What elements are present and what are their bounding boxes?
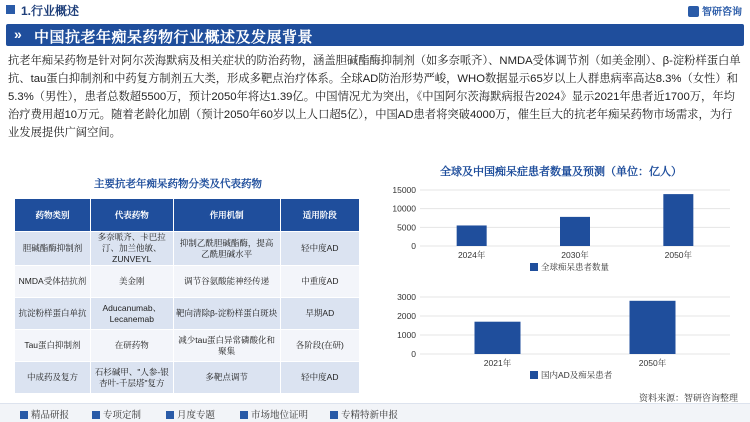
- y-tick-label: 15000: [392, 185, 416, 195]
- drug-category-table: [14, 198, 360, 394]
- report-icon: [20, 411, 28, 419]
- footer-item[interactable]: 专项定制: [92, 407, 141, 421]
- table-row: [15, 362, 360, 394]
- table-row: [15, 232, 360, 266]
- custom-icon: [92, 411, 100, 419]
- section-marker-icon: [6, 5, 15, 14]
- legend-label: 国内AD及痴呆患者: [541, 370, 613, 380]
- top-bar: [0, 0, 750, 22]
- award-icon: [330, 411, 338, 419]
- title-bar: [6, 24, 744, 46]
- table-cell: Tau蛋白抑制剂: [15, 330, 91, 362]
- table-cell: 轻中度AD: [280, 232, 359, 266]
- table-cell: 调节谷氨酸能神经传递: [173, 266, 280, 298]
- table-cell: 抑制乙酰胆碱酯酶，提高乙酰胆碱水平: [173, 232, 280, 266]
- table-cell: 减少tau蛋白异常磷酸化和聚集: [173, 330, 280, 362]
- x-tick-label: 2050年: [664, 250, 693, 260]
- china-patients-chart: [380, 290, 742, 390]
- page-title: 中国抗老年痴呆药物行业概述及发展背景: [34, 29, 314, 46]
- table-cell: 在研药物: [90, 330, 173, 362]
- brand-logo-icon: [688, 6, 699, 17]
- table-cell: 胆碱酯酶抑制剂: [15, 232, 91, 266]
- table-row: [15, 330, 360, 362]
- x-tick-label: 2030年: [561, 250, 589, 260]
- table-cell: NMDA受体拮抗剂: [15, 266, 91, 298]
- certificate-icon: [240, 411, 248, 419]
- x-tick-label: 2024年: [457, 250, 486, 260]
- footer-item[interactable]: 专精特新申报: [330, 407, 398, 421]
- bar: [457, 225, 487, 246]
- table-cell: 各阶段(在研): [280, 330, 359, 362]
- x-tick-label: 2050年: [638, 358, 667, 368]
- table-cell: 早期AD: [280, 298, 359, 330]
- legend-swatch: [530, 263, 538, 271]
- table-row: [15, 298, 360, 330]
- table-cell: 石杉碱甲、"人参-银杏叶-千层塔"复方: [90, 362, 173, 394]
- y-tick-label: 2000: [397, 311, 416, 321]
- source-note: 资料来源：智研咨询整理: [638, 393, 738, 403]
- y-tick-label: 1000: [397, 330, 416, 340]
- y-tick-label: 10000: [392, 203, 416, 214]
- section-label: 1.行业概述: [21, 4, 80, 18]
- table-header: 适用阶段: [280, 199, 359, 232]
- table-header-row: [15, 199, 360, 232]
- x-tick-label: 2021年: [483, 358, 512, 368]
- bar: [663, 194, 693, 246]
- table-header: 药物类别: [15, 199, 91, 232]
- table-cell: 轻中度AD: [280, 362, 359, 394]
- global-patients-chart: [380, 178, 742, 283]
- y-tick-label: 5000: [397, 222, 416, 233]
- table-title: 主要抗老年痴呆药物分类及代表药物: [94, 178, 262, 190]
- calendar-icon: [166, 411, 174, 419]
- table-cell: 中成药及复方: [15, 362, 91, 394]
- footer-item[interactable]: 月度专题: [166, 407, 215, 421]
- bar: [475, 322, 521, 354]
- brand-logo: [688, 3, 742, 18]
- table-cell: 靶向清除β-淀粉样蛋白斑块: [173, 298, 280, 330]
- table-header: 代表药物: [90, 199, 173, 232]
- chart-title: 全球及中国痴呆症患者数量及预测（单位：亿人）: [440, 166, 682, 178]
- bar: [560, 217, 590, 246]
- footer-item[interactable]: 精品研报: [20, 407, 69, 421]
- footer-bar: [0, 403, 750, 422]
- brand-name: 智研咨询: [702, 7, 742, 18]
- table-cell: 抗淀粉样蛋白单抗: [15, 298, 91, 330]
- table-cell: 中重度AD: [280, 266, 359, 298]
- table-cell: 多靶点调节: [173, 362, 280, 394]
- footer-item[interactable]: 市场地位证明: [240, 407, 308, 421]
- table-cell: Aducanumab、Lecanemab: [90, 298, 173, 330]
- chevron-right-icon: »: [14, 26, 22, 42]
- y-tick-label: 0: [411, 349, 416, 359]
- table-header: 作用机制: [173, 199, 280, 232]
- y-tick-label: 0: [411, 241, 416, 251]
- y-tick-label: 3000: [397, 292, 416, 302]
- intro-paragraph: 抗老年痴呆药物是针对阿尔茨海默病及相关症状的防治药物，涵盖胆碱酯酶抑制剂（如多奈哌齐）、NMDA受体调节剂（如美金刚）、β-淀粉样蛋白单抗、tau蛋白抑制剂和中药复方制剂五大类，形成多靶点治疗体系。全球AD防治形势严峻，WHO数据显示65岁以上人群患病率高达8.3%（女性）和5.3%（男性），患者总数超5500万，预计2050年将达1.39亿。中国情况尤为突出，《中国阿尔茨海默病报告2024》显示2021年患者近1700万，年均治疗费用超10万元。随着老龄化加剧（预计2050年60岁以上人口超5亿），中国AD患者将突破4000万，催生巨大的抗老年痴呆药物市场需求，为行业发展提供广阔空间。: [8, 55, 741, 139]
- legend-label: 全球痴呆患者数量: [541, 262, 610, 272]
- table-cell: 多奈哌齐、卡巴拉汀、加兰他敏、ZUNVEYL: [90, 232, 173, 266]
- table-cell: 美金刚: [90, 266, 173, 298]
- legend-swatch: [530, 371, 538, 379]
- table-row: [15, 266, 360, 298]
- bar: [630, 301, 676, 354]
